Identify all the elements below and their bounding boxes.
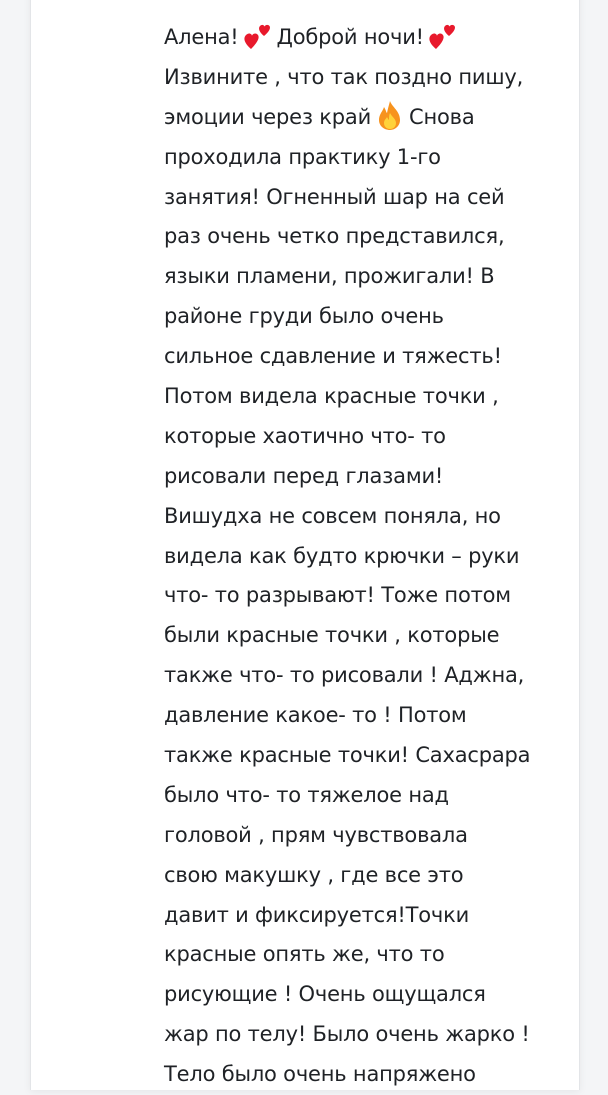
message-line: также красные точки! Сахасрара — [164, 743, 531, 768]
message-line: жар по телу! Было очень жарко ! — [164, 1022, 530, 1047]
message-line: занятия! Огненный шар на сей — [164, 184, 505, 209]
message-line: рисовали перед глазами! — [164, 463, 444, 488]
line-text: эмоции через край — [164, 104, 372, 129]
message-line: языки пламени, прожигали! В — [164, 264, 495, 289]
two-hearts-icon — [427, 19, 459, 51]
message-line: которые хаотично что- то — [164, 423, 446, 448]
message-line — [164, 18, 544, 58]
message-line: красные опять же, что то — [164, 942, 445, 967]
message-line: раз очень четко представился, — [164, 224, 505, 249]
message-line: Тело было очень напряжено — [164, 1062, 476, 1087]
message-line: видела как будто крючки – руки — [164, 543, 520, 568]
message-line — [164, 98, 544, 138]
message-line: Извините , что так поздно пишу, — [164, 64, 524, 89]
message-line: свою макушку , где все это — [164, 862, 464, 887]
message-line: что- то разрывают! Тоже потом — [164, 583, 511, 608]
line-text: Снова — [409, 104, 475, 129]
message-line: были красные точки , которые — [164, 623, 500, 648]
message-line: также что- то рисовали ! Аджна, — [164, 663, 525, 688]
greeting-text: Алена! — [164, 25, 239, 49]
message-line: давление какое- то ! Потом — [164, 703, 467, 728]
two-hearts-icon — [242, 19, 274, 51]
message-line: Вишудха не совсем поняла, но — [164, 503, 501, 528]
message-line: Потом видела красные точки , — [164, 384, 499, 409]
message-line: проходила практику 1-го — [164, 144, 441, 169]
message-line: районе груди было очень — [164, 304, 444, 329]
message-line: давит и фиксируется!Точки — [164, 902, 470, 927]
message-line: рисующие ! Очень ощущался — [164, 982, 486, 1007]
message-line: головой , прям чувствовала — [164, 822, 468, 847]
message-line: сильное сдавление и тяжесть! — [164, 344, 502, 369]
message-text — [164, 18, 544, 1095]
fire-icon — [374, 99, 406, 131]
message-line: было что- то тяжелое над — [164, 782, 449, 807]
good-night-text: Доброй ночи! — [276, 25, 424, 49]
